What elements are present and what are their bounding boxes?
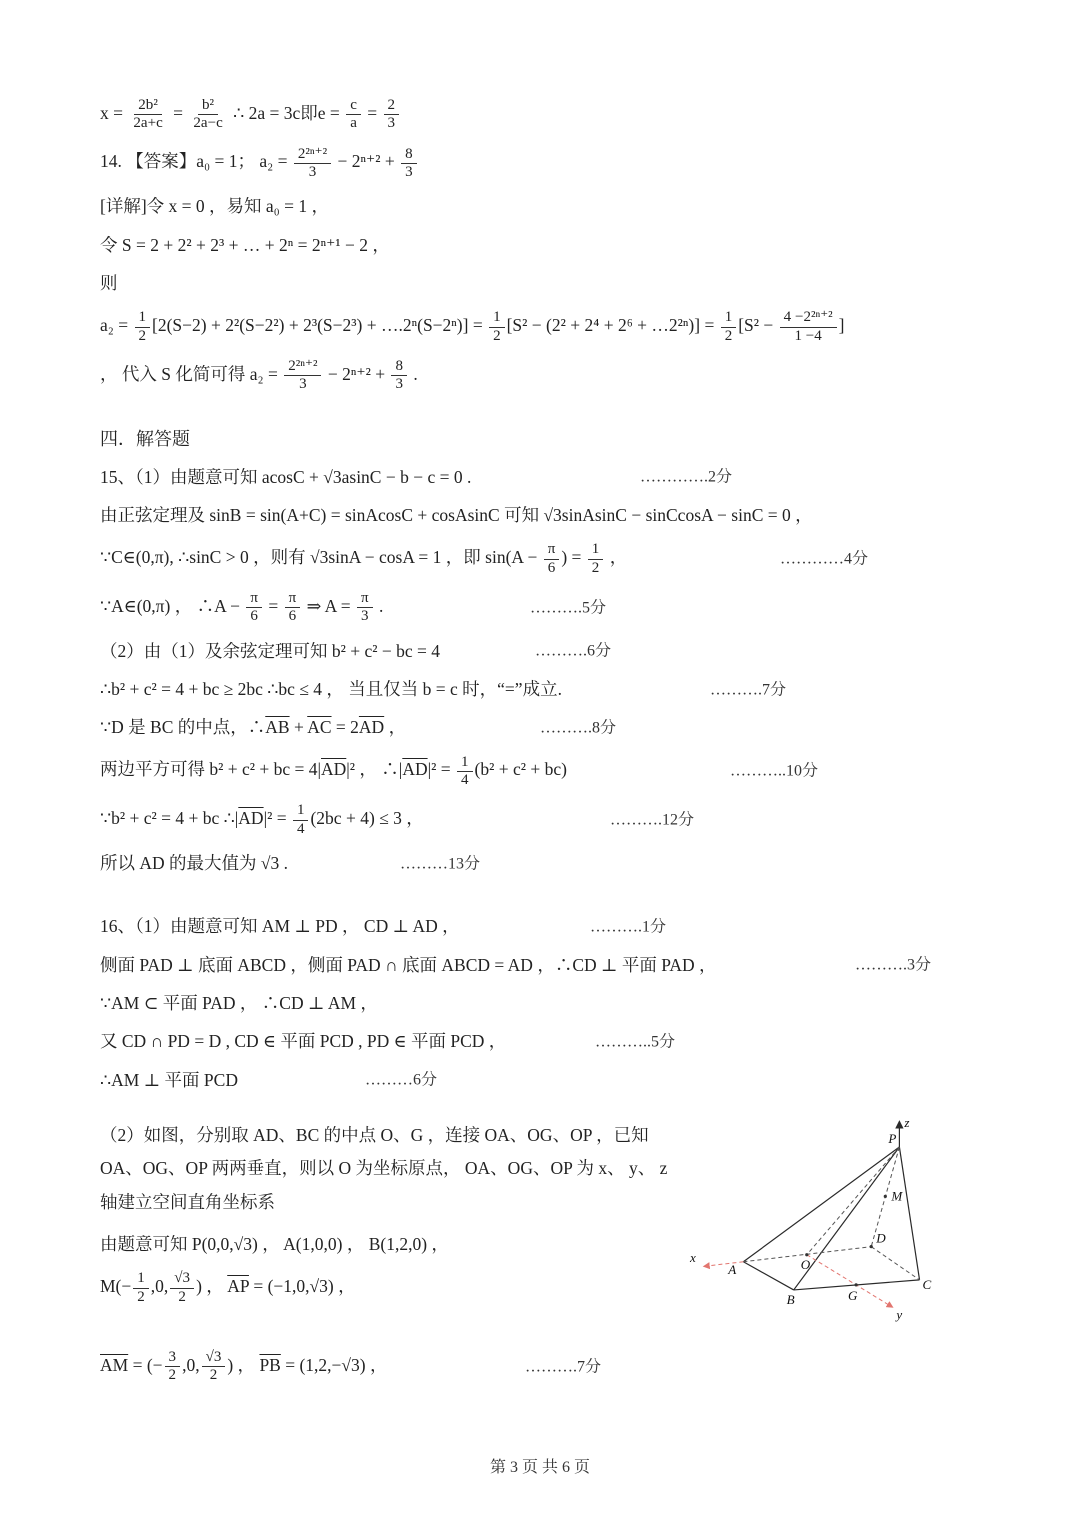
formula-text: 两边平方可得 b² + c² + bc = $4|\overline{AD}|^2$ ， $\therefore|\overline{AD}|^2$ = $\frac{1}{4}$ (b² + c² + bc) [100,753,567,788]
page-footer [0,1454,1080,1477]
figure-label-A: A [728,1261,737,1277]
part2-with-figure [100,1106,990,1336]
solution-line [100,677,990,702]
formula-text: 15、（1）由题意可知 acosC + √3asinC − b − c = 0 . [100,466,472,487]
solution-line [100,991,990,1016]
score-mark: ………..5分 [595,1033,676,1051]
edge-DC [871,1247,919,1280]
formula-text: 所以 AD 的最大值为 √3 . [100,852,289,873]
point-D [870,1245,873,1248]
figure-label-O: O [800,1256,811,1272]
formula-text: （2）由（1）及余弦定理可知 b² + c² − bc = 4 [100,640,441,661]
formula-text: ∴AM ⊥ 平面 PCD [100,1069,238,1090]
formula-text: 侧面 PAD ⊥ 底面 ABCD ，侧面 PAD ∩ 底面 ABCD = AD ，∴CD ⊥ 平面 PAD ， [100,954,717,975]
formula-text: 由正弦定理及 sinB = sin(A+C) = sinAcosC + cosAsinC 可知 √3sinAsinC − sinCcosA − sinC = 0 ， [100,504,813,525]
score-mark: ……….8分 [540,719,617,737]
section-heading [100,426,990,452]
solution-line [100,97,990,133]
solution-line [100,639,990,664]
figure-label-M: M [891,1188,903,1204]
formula-text: ∴b² + c² = 4 + bc ≥ 2bc ∴bc ≤ 4 ， 当且仅当 b = c 时，“=”成立. [100,678,562,699]
solution-line [100,309,990,345]
formula-text: ∵C∈(0,π), ∴sinC > 0 ，则有 √3sinA − cosA = 1 ，即 sin(A − $\frac{\pi}{6}$ ) = $\frac{1}{2}$ ， [100,541,628,576]
solution-line [100,194,990,219]
score-mark: ……….7分 [525,1358,602,1376]
formula-text: a₂ = $\frac{1}{2}$ [2(S−2) + 2²(S−2²) + 2³(S−2³) + ….2ⁿ(S−2ⁿ)] = $\frac{1}{2}$ [S² − (2² + 2⁴ + 2⁶ + …2²ⁿ)] = $\frac{1}{2}$ [S² − $\frac{\text{4 −2²ⁿ⁺²}}{1 -4}$ ] [100,309,845,344]
solution-line [100,465,990,490]
score-mark: ……….5分 [530,599,607,617]
score-mark: ………….2分 [640,468,733,486]
solution-line [100,754,990,790]
solution-line [100,1068,990,1093]
score-mark: ……….1分 [590,918,667,936]
formula-text: 令 S = 2 + 2² + 2³ + … + 2ⁿ = 2ⁿ⁺¹ − 2 ， [100,234,390,255]
figure-label-G: G [848,1288,858,1304]
solution-line [100,503,990,528]
figure-label-C: C [922,1277,932,1293]
score-mark: ……….7分 [710,681,787,698]
score-mark: ……….3分 [855,956,932,974]
solution-line [100,1270,672,1306]
score-mark: ………..10分 [730,762,819,780]
formula-text: x = $\frac{\text{2b²}}{2a+c}$ = $\frac{\text{b²}}{2a-c}$ ∴ 2a = 3c即e = $\frac{c}{a}$ = $\frac{2}{3}$ [100,103,401,123]
formula-text: ∵AM ⊂ 平面 PAD ， ∴CD ⊥ AM ， [100,992,378,1013]
solution-line [100,802,990,838]
solution-line [100,541,990,577]
formula-text: 又 CD ∩ PD = D , CD ∈ 平面 PCD , PD ∈ 平面 PCD ， [100,1031,507,1052]
score-mark: ………6分 [365,1071,438,1089]
edge-PC [899,1147,919,1280]
point-G [855,1283,858,1286]
pyramid-figure [688,1108,990,1336]
point-M [884,1195,887,1198]
solution-line [100,271,990,296]
formula-text: 由题意可知 P(0,0,√3) ， A(1,0,0) ， B(1,2,0) ， [100,1233,449,1254]
formula-text: （2）如图，分别取 AD、BC 的中点 O、G ，连接 OA、OG、OP ，已知 OA、OG、OP 两两垂直，则以 O 为坐标原点， OA、OG、OP 为 x、 y、 z 轴建立空间直角坐标系 [100,1125,668,1212]
figure-label-D: D [876,1230,886,1246]
figure-label-P: P [888,1131,897,1147]
solution-line [100,953,990,978]
page-number-text: 第 3 页 共 6 页 [489,1459,590,1476]
solution-line [100,358,990,394]
formula-text: 16、（1）由题意可知 AM ⊥ PD ， CD ⊥ AD ， [100,916,460,937]
figure-label-z: z [904,1114,910,1130]
solution-line [100,914,990,939]
solution-line [100,1232,672,1257]
solution-line [100,851,990,876]
x-axis [704,1262,743,1267]
solution-line [100,233,990,258]
figure-label-B: B [786,1292,795,1308]
formula-text: [详解]令 x = 0 ，易知 a₀ = 1 ， [100,196,330,217]
solution-line [100,1349,990,1385]
formula-text: ∵b² + c² = 4 + bc $\therefore|\overline{AD}|^2$ = $\frac{1}{4}$ (2bc + 4) ≤ 3 ， [100,802,424,837]
edge-AB [743,1262,793,1290]
formula-text: 14. 【答案】a₀ = 1； a₂ = $\frac{\text{2²ⁿ⁺²}}{3}$ − 2ⁿ⁺² + $\frac{8}{3}$ [100,151,419,171]
solution-line [100,715,990,740]
solution-line [100,1119,672,1219]
solution-line [100,590,990,626]
formula-text: M(− $\frac{1}{2}$ ,0, $\frac{√3}{2}$ ) ， $\overline{AP} = (-1,0,√3)$ ， [100,1270,356,1305]
solution-line [100,146,990,182]
score-mark: ………13分 [400,854,481,872]
score-mark: ……….6分 [535,642,612,660]
score-mark: …………4分 [780,550,869,568]
figure-label-x: x [690,1249,696,1265]
part2-text-column [100,1106,672,1319]
formula-text: ∵A∈(0,π) ， ∴A − $\frac{\pi}{6}$ = $\frac{\pi}{6}$ ⇒ A = $\frac{\pi}{3}$ . [100,589,384,625]
solution-line [100,1029,990,1054]
formula-text: $\overline{AM}$ = (− $\frac{3}{2}$ ,0, $\frac{√3}{2}$ ) ， $\overline{PB} = (1,2,-√3)$ ， [100,1349,388,1384]
heading-text: 四．解答题 [100,428,190,449]
formula-text: 则 [100,272,118,293]
formula-text: ∵D 是 BC 的中点，$\therefore\overline{AB} + \overline{AC} = 2\overline{AD}$ ， [100,717,407,738]
figure-label-y: y [896,1307,903,1323]
score-mark: ……….12分 [610,811,695,829]
formula-text: ， 代入 S 化简可得 a₂ = $\frac{\text{2²ⁿ⁺²}}{3}$ − 2ⁿ⁺² + $\frac{8}{3}$ . [100,357,418,393]
